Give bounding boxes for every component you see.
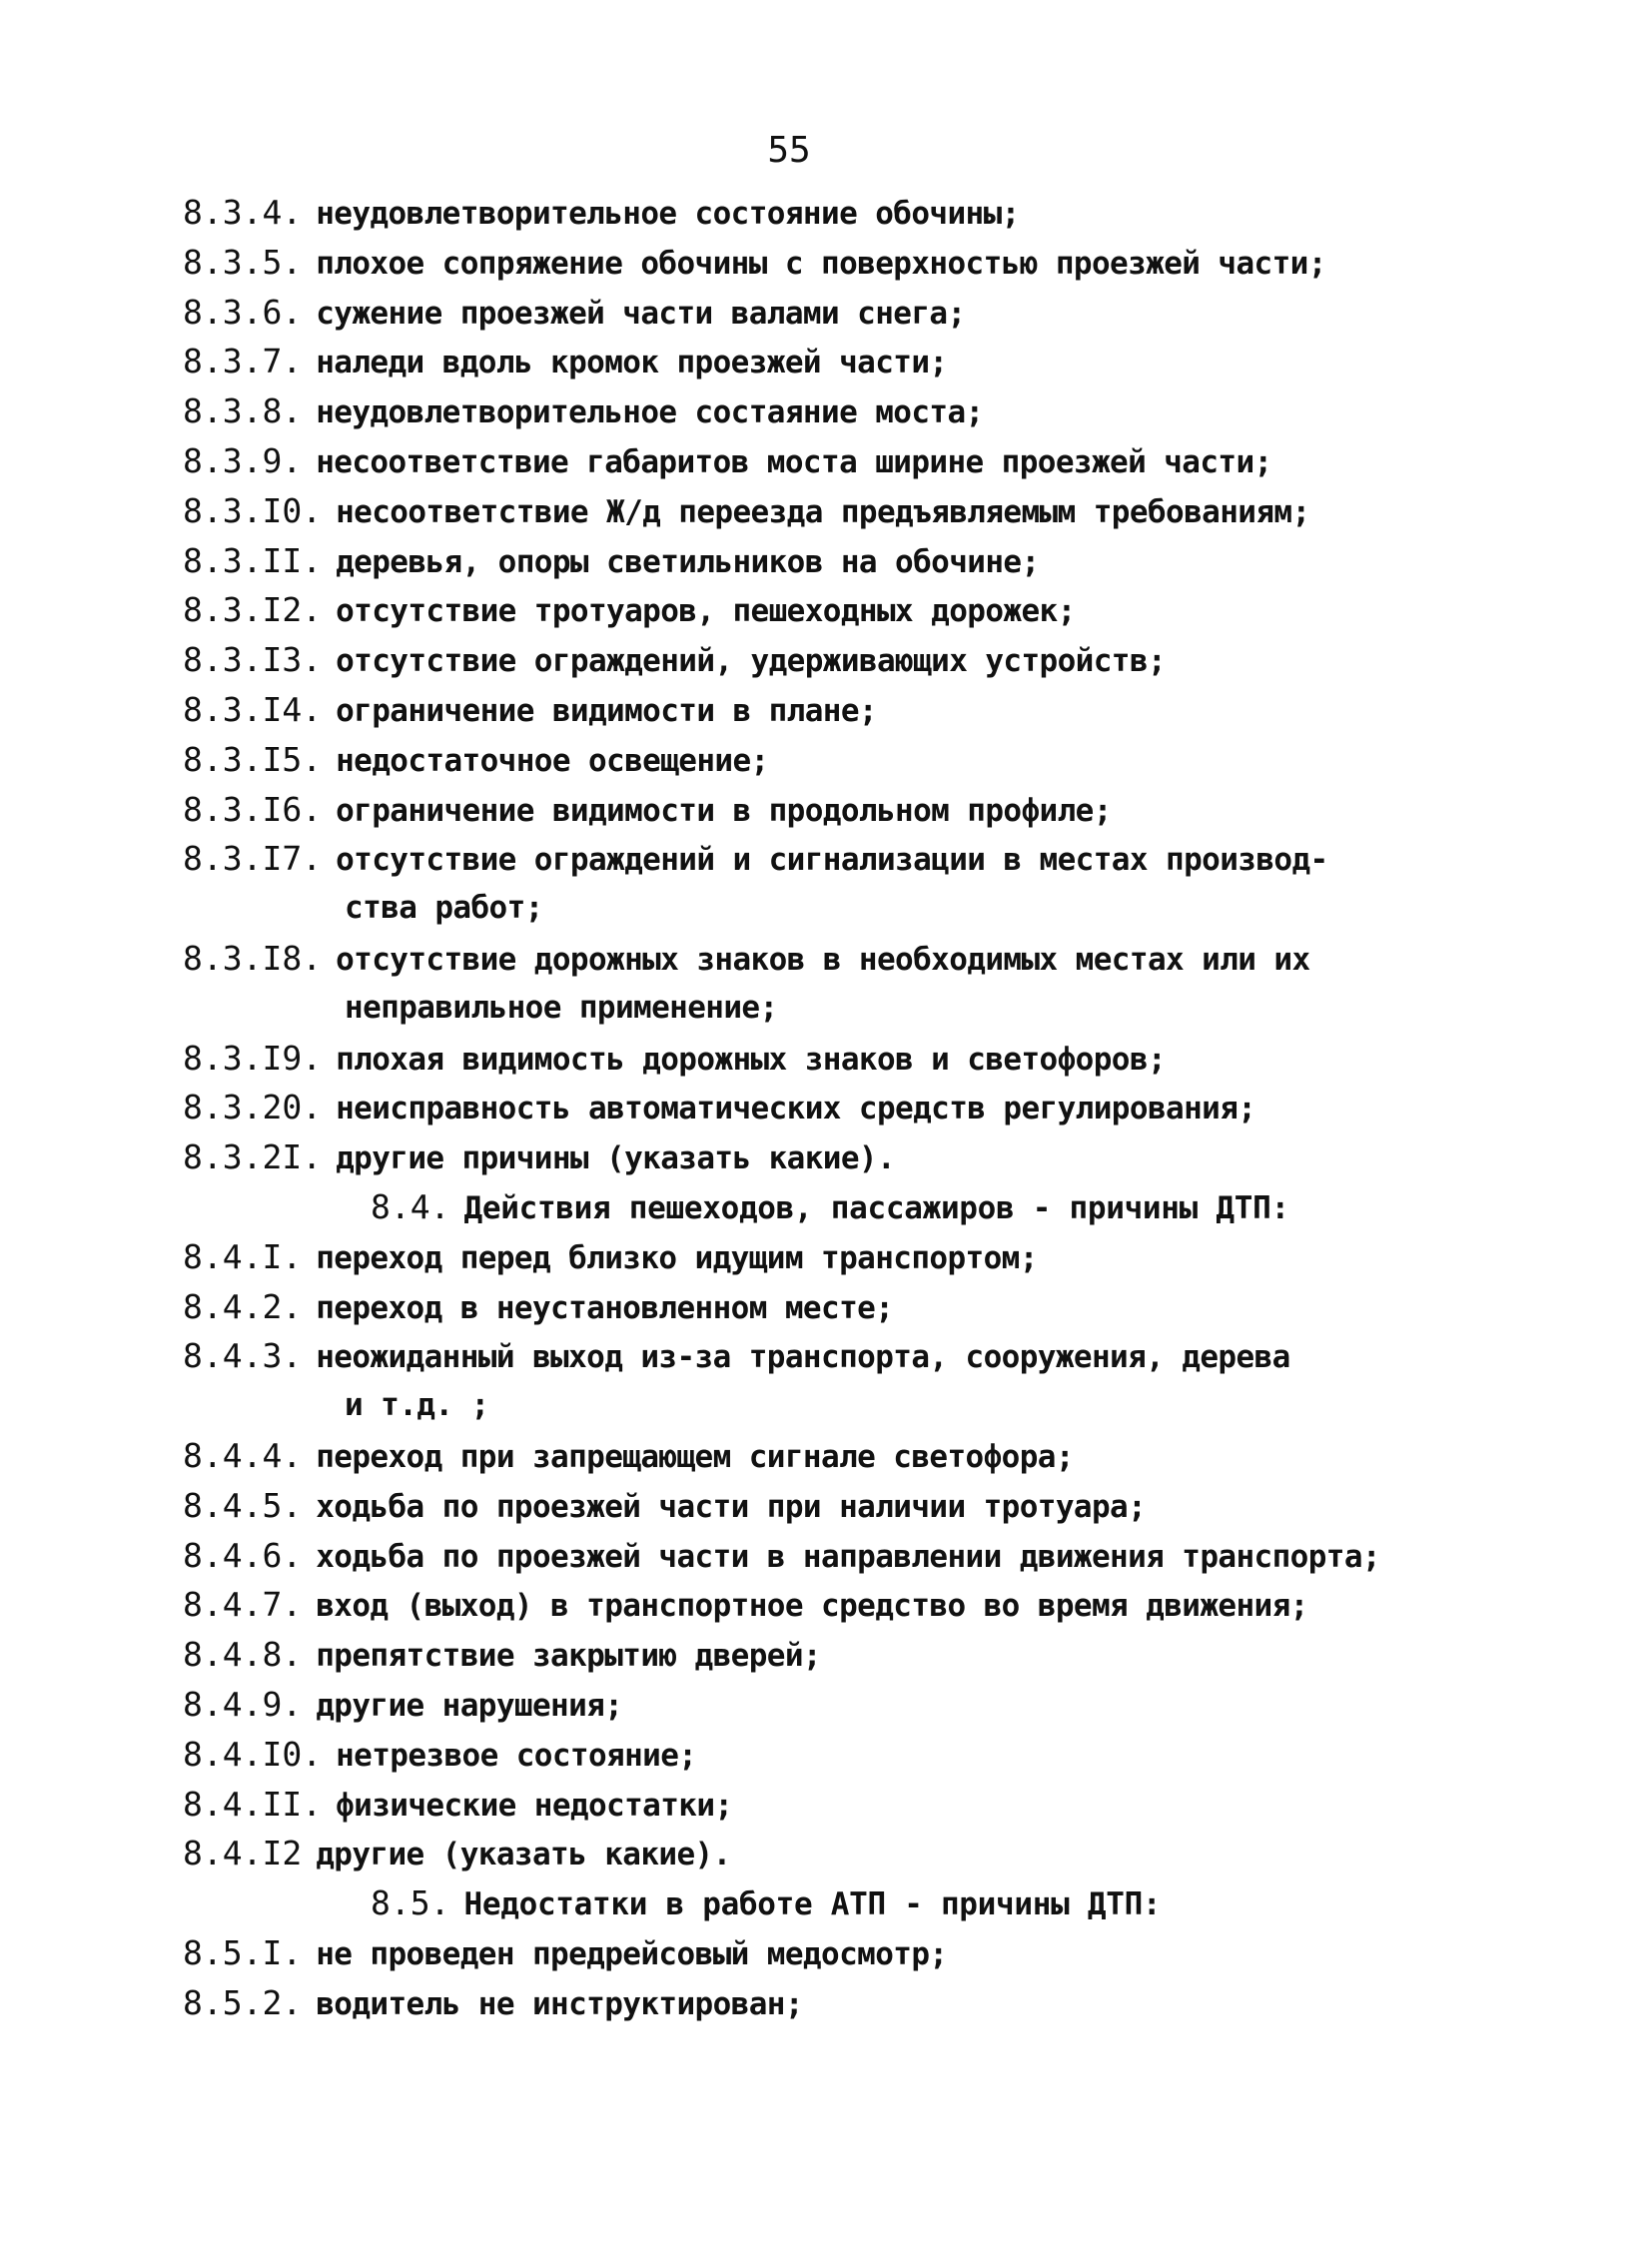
item-text: переход перед близко идущим транспортом; (316, 1239, 1038, 1276)
list-item (183, 1531, 1621, 1581)
item-text: отсутствие тротуаров, пешеходных дорожек; (336, 593, 1076, 630)
item-number: 8.3.I6. (183, 789, 323, 829)
list-item (183, 1580, 1621, 1630)
item-number: 8.3.I5. (183, 739, 323, 779)
item-number: 8.4.8. (183, 1635, 303, 1675)
item-text: ства работ; (345, 890, 543, 927)
list-item (183, 785, 1621, 835)
list-item (183, 585, 1621, 635)
list-item-continuation (183, 1381, 1621, 1431)
list-item (183, 1431, 1621, 1481)
item-text: плохое сопряжение обочины с поверхностью проезжей части; (316, 245, 1326, 282)
item-text: неожиданный выход из-за транспорта, сооружения, дерева (316, 1339, 1290, 1376)
item-text: неисправность автоматических средств регулирования; (336, 1091, 1256, 1127)
item-number: 8.3.4. (183, 193, 303, 232)
list-item (183, 188, 1621, 238)
item-number: 8.3.8. (183, 391, 303, 431)
item-number: 8.5.2. (183, 1982, 303, 2022)
list-item (183, 735, 1621, 785)
item-number: 8.3.6. (183, 292, 303, 332)
item-number: 8.3.II. (183, 540, 323, 580)
item-number: 8.3.I2. (183, 590, 323, 630)
item-text: переход в неустановленном месте; (316, 1289, 894, 1326)
item-number: 8.4.I2 (183, 1834, 303, 1873)
item-text: неудовлетворительное состаяние моста; (316, 394, 984, 431)
item-number: 8.4.4. (183, 1435, 303, 1475)
item-text: отсутствие ограждений, удерживающих устройств; (336, 643, 1167, 680)
item-text: деревья, опоры светильников на обочине; (336, 543, 1040, 580)
item-text: несоответствие Ж/д переезда предъявляемым требованиям; (336, 493, 1310, 530)
list-item-continuation (183, 984, 1621, 1034)
item-number: 8.4.3. (183, 1336, 303, 1376)
list-item (183, 635, 1621, 685)
item-number: 8.3.I8. (183, 938, 323, 978)
item-number: 8.4.9. (183, 1684, 303, 1724)
list-item (183, 238, 1621, 288)
item-text: физические недостатки; (336, 1787, 733, 1824)
item-text: ограничение видимости в продольном профиле; (336, 792, 1112, 829)
list-item (183, 1928, 1621, 1978)
item-number: 8.3.I4. (183, 689, 323, 729)
item-text: отсутствие дорожных знаков в необходимых местах или их (336, 941, 1310, 978)
item-number: 8.3.20. (183, 1088, 323, 1127)
list-item (183, 1132, 1621, 1182)
list-item (183, 834, 1621, 884)
list-item (183, 486, 1621, 536)
item-text: не проведен предрейсовый медосмотр; (316, 1935, 948, 1972)
list-item (183, 934, 1621, 984)
list-item (183, 337, 1621, 386)
item-text: наледи вдоль кромок проезжей части; (316, 345, 948, 381)
item-text: неправильное применение; (345, 989, 778, 1026)
item-number: 8.3.2I. (183, 1137, 323, 1177)
list-item (183, 436, 1621, 486)
item-number: 8.3.I9. (183, 1038, 323, 1078)
list-item (183, 1630, 1621, 1680)
item-number: 8.3.I0. (183, 490, 323, 530)
item-text: другие причины (указать какие). (336, 1140, 896, 1177)
list-item (183, 288, 1621, 338)
item-list (183, 188, 1621, 2027)
item-text: нетрезвое состояние; (336, 1737, 697, 1774)
list-item-continuation (183, 884, 1621, 934)
list-item (183, 1481, 1621, 1531)
item-text: другие (указать какие). (316, 1837, 731, 1873)
item-text: переход при запрещающем сигнале светофора; (316, 1438, 1074, 1475)
item-number: 8.3.7. (183, 342, 303, 381)
item-text: другие нарушения; (316, 1687, 623, 1724)
item-text: ходьба по проезжей части при наличии тротуара; (316, 1488, 1147, 1525)
item-number: 8.4.I. (183, 1236, 303, 1276)
item-number: 8.4.I0. (183, 1734, 323, 1774)
item-text: водитель не инструктирован; (316, 1985, 803, 2022)
page-number: 55 (767, 130, 811, 171)
item-number: 8.3.9. (183, 440, 303, 480)
item-text: ходьба по проезжей части в направлении движения транспорта; (316, 1538, 1380, 1575)
item-number: 8.4. (371, 1186, 450, 1226)
item-text: сужение проезжей части валами снега; (316, 295, 966, 332)
item-text: вход (выход) в транспортное средство во время движения; (316, 1588, 1308, 1625)
list-item (183, 1780, 1621, 1830)
list-item (183, 1978, 1621, 2028)
item-number: 8.3.I3. (183, 640, 323, 680)
list-item (183, 386, 1621, 436)
list-item (183, 1034, 1621, 1084)
item-text: отсутствие ограждений и сигнализации в местах производ- (336, 842, 1328, 879)
item-text: несоответствие габаритов моста ширине проезжей части; (316, 443, 1272, 480)
list-item (183, 685, 1621, 735)
item-text: недостаточное освещение; (336, 742, 769, 779)
item-text: Действия пешеходов, пассажиров - причины ДТП: (463, 1189, 1289, 1226)
list-item (183, 1331, 1621, 1381)
item-text: плохая видимость дорожных знаков и светофоров; (336, 1041, 1167, 1078)
item-number: 8.4.2. (183, 1286, 303, 1326)
item-text: неудовлетворительное состояние обочины; (316, 196, 1020, 232)
list-item (183, 1730, 1621, 1780)
section-heading (183, 1878, 1621, 1928)
list-item (183, 1083, 1621, 1132)
item-text: ограничение видимости в плане; (336, 692, 877, 729)
item-text: препятствие закрытию дверей; (316, 1638, 821, 1675)
item-number: 8.3.5. (183, 242, 303, 282)
list-item (183, 1680, 1621, 1730)
item-number: 8.4.II. (183, 1784, 323, 1824)
item-number: 8.5. (371, 1883, 450, 1923)
item-number: 8.5.I. (183, 1932, 303, 1972)
section-heading (183, 1182, 1621, 1232)
item-number: 8.4.6. (183, 1535, 303, 1575)
list-item (183, 1829, 1621, 1878)
list-item (183, 1282, 1621, 1332)
item-number: 8.4.7. (183, 1585, 303, 1625)
list-item (183, 1232, 1621, 1282)
item-text: Недостатки в работе АТП - причины ДТП: (463, 1886, 1162, 1923)
item-number: 8.4.5. (183, 1485, 303, 1525)
list-item (183, 536, 1621, 586)
item-number: 8.3.I7. (183, 839, 323, 879)
item-text: и т.д. ; (345, 1387, 489, 1424)
